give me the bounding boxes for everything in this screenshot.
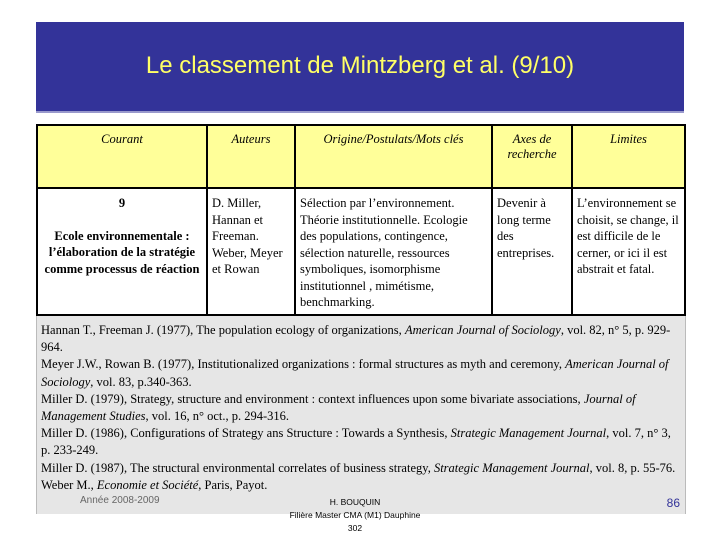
reference-item: Hannan T., Freeman J. (1977), The population ecology of organizations, American Journal of Sociology, vol. 82, n° 5, p. 929-964.	[41, 323, 671, 355]
classification-table	[36, 124, 686, 316]
footer-code: 302	[347, 523, 363, 533]
footer-program: Filière Master CMA (M1) Dauphine	[289, 510, 421, 520]
header-courant: Courant	[37, 125, 207, 188]
header-limites: Limites	[572, 125, 685, 188]
reference-item: Meyer J.W., Rowan B. (1977), Institutionalized organizations : formal structures as myth and ceremony, American Journal of Sociology, vol. 83, p.340-363.	[41, 357, 669, 389]
header-auteurs: Auteurs	[207, 125, 295, 188]
slide-title: Le classement de Mintzberg et al. (9/10)	[145, 52, 575, 79]
reference-item: Miller D. (1986), Configurations of Strategy ans Structure : Towards a Synthesis, Strategic Management Journal, vol. 7, n° 3, p. 233-249.	[41, 426, 671, 458]
cell-axes: Devenir à long terme des entreprises.	[492, 188, 572, 315]
table-row	[37, 188, 685, 315]
table-header-row	[37, 125, 685, 188]
courant-number: 9	[118, 196, 126, 210]
reference-item: Weber M., Economie et Société, Paris, Payot.	[41, 477, 268, 492]
footer-author	[250, 496, 460, 535]
cell-courant	[37, 188, 207, 315]
footer-author-name: H. BOUQUIN	[329, 497, 381, 507]
title-banner	[36, 22, 684, 113]
references-list	[41, 322, 681, 494]
cell-origine: Sélection par l’environnement. Théorie institutionnelle. Ecologie des populations, contingence, sélection naturelle, ressources symboliques, isomorphisme institutionnel , mimétisme, benchmarking.	[295, 188, 492, 315]
cell-auteurs: D. Miller, Hannan et Freeman. Weber, Meyer et Rowan	[207, 188, 295, 315]
reference-item: Miller D. (1987), The structural environmental correlates of business strategy, Strategic Management Journal, vol. 8, p. 55-76.	[41, 460, 676, 475]
reference-item: Miller D. (1979), Strategy, structure and environment : context influences upon some bivariate associations, Journal of Management Studies, vol. 16, n° oct., p. 294-316.	[41, 391, 636, 424]
cell-limites: L’environnement se choisit, se change, il est difficile de le cerner, or ici il est abstrait et fatal.	[572, 188, 685, 315]
header-origine: Origine/Postulats/Mots clés	[295, 125, 492, 188]
header-axes: Axes de recherche	[492, 125, 572, 188]
footer-year: Année 2008-2009	[80, 495, 160, 506]
courant-name: Ecole environnementale : l’élaboration de la stratégie comme processus de réaction	[44, 228, 200, 276]
page-number: 86	[666, 496, 680, 510]
